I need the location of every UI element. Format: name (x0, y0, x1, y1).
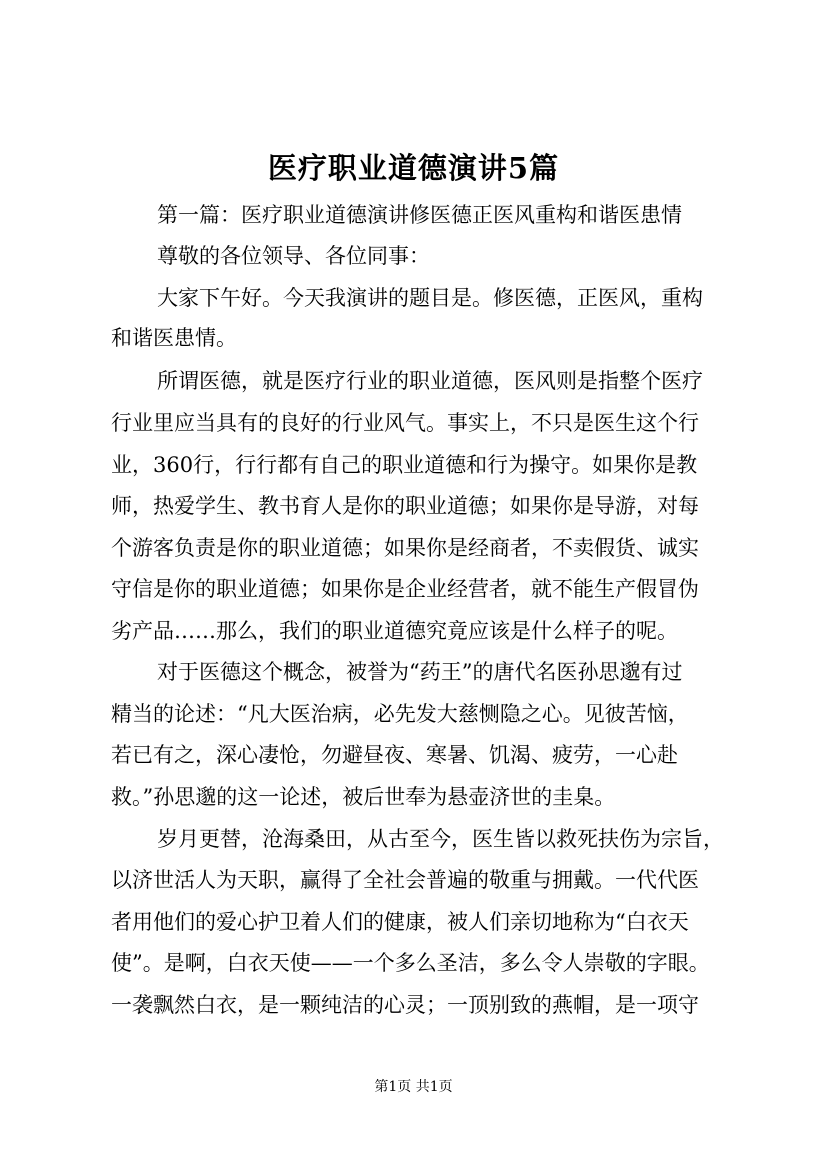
body-line: 个游客负责是你的职业道德；如果你是经商者，不卖假货、诚实 (111, 536, 699, 560)
body-line: 劣产品……那么，我们的职业道德究竟应该是什么样子的呢。 (111, 619, 678, 643)
body-line: 所谓医德，就是医疗行业的职业道德，医风则是指整个医疗 (157, 369, 703, 393)
body-line: 救。”孙思邈的这一论述，被后世奉为悬壶济世的圭臬。 (111, 785, 616, 809)
body-line: 者用他们的爱心护卫着人们的健康，被人们亲切地称为“白衣天 (111, 910, 689, 934)
body-line: 使”。是啊，白衣天使——一个多么圣洁，多么令人崇敬的字眼。 (111, 951, 710, 975)
body-line: 精当的论述：“凡大医治病，必先发大慈恻隐之心。见彼苦恼， (111, 702, 689, 726)
body-line: 守信是你的职业道德；如果你是企业经营者，就不能生产假冒伪 (111, 577, 699, 601)
body-line: 一袭飘然白衣，是一颗纯洁的心灵；一顶别致的燕帽，是一项守 (111, 993, 699, 1017)
body-line: 和谐医患情。 (111, 326, 237, 350)
body-line: 尊敬的各位领导、各位同事： (157, 244, 430, 268)
body-line: 业，360行，行行都有自己的职业道德和行为操守。如果你是教 (111, 453, 698, 477)
body-line: 若已有之，深心凄怆，勿避昼夜、寒暑、饥渴、疲劳，一心赴 (111, 743, 678, 767)
body-line: 行业里应当具有的良好的行业风气。事实上，不只是医生这个行 (111, 411, 699, 435)
body-line: 师，热爱学生、教书育人是你的职业道德；如果你是导游，对每 (111, 494, 699, 518)
page-number: 第1页 共1页 (374, 1079, 453, 1095)
body-line: 岁月更替，沧海桑田，从古至今，医生皆以救死扶伤为宗旨， (157, 827, 724, 851)
body-line: 大家下午好。今天我演讲的题目是。修医德，正医风，重构 (157, 286, 703, 310)
body-line: 第一篇：医疗职业道德演讲修医德正医风重构和谐医患情 (157, 203, 682, 227)
body-line: 对于医德这个概念，被誉为“药王”的唐代名医孙思邈有过 (157, 660, 683, 684)
document-title: 医疗职业道德演讲5篇 (267, 151, 560, 185)
body-line: 以济世活人为天职，赢得了全社会普遍的敬重与拥戴。一代代医 (111, 868, 699, 892)
